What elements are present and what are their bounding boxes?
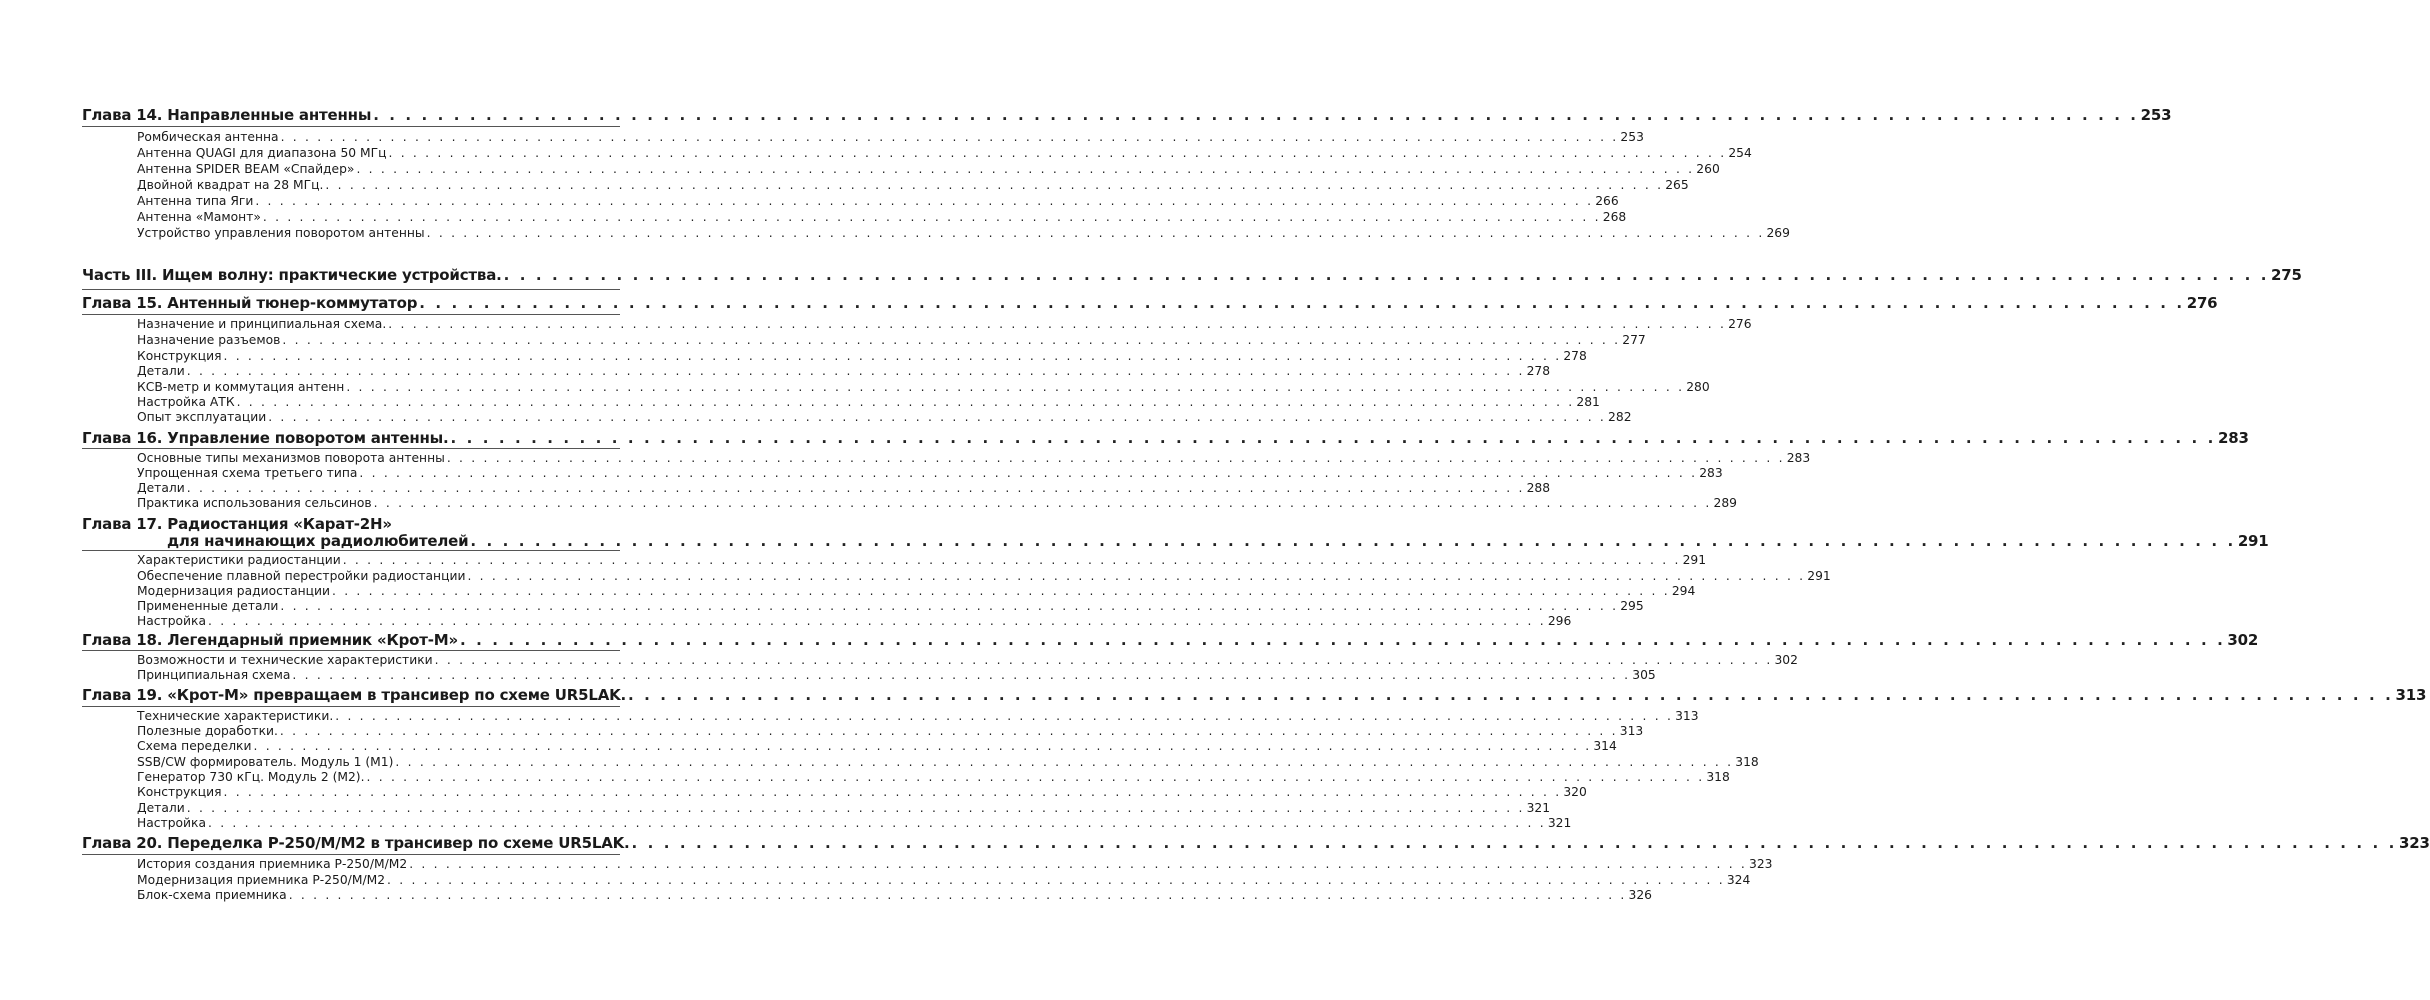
toc-entry (137, 888, 1653, 902)
toc-entry (137, 451, 1811, 465)
chapter-14-heading (82, 106, 2172, 124)
page-number: 278 (1526, 364, 1551, 378)
dot-leader (206, 816, 1548, 830)
chapter-title: Глава 15. Антенный тюнер-коммутатор (82, 294, 418, 312)
chapter-title: Глава 16. Управление поворотом антенны. (82, 429, 449, 447)
divider (82, 650, 620, 651)
entry-title: Конструкция (137, 349, 222, 363)
divider (82, 448, 620, 449)
toc-entry (137, 349, 1587, 363)
entry-title: История создания приемника Р-250/М/М2 (137, 857, 408, 871)
entry-title: Антенна типа Яги (137, 194, 254, 208)
page-number: 265 (1665, 178, 1689, 192)
page-number: 289 (1713, 496, 1737, 510)
entry-title: Блок-схема приемника (137, 888, 287, 902)
dot-leader (290, 668, 1632, 682)
toc-entry (137, 466, 1723, 480)
page-number: 288 (1526, 481, 1551, 495)
toc-entry (137, 162, 1720, 176)
entry-title: Антенна QUAGI для диапазона 50 МГц (137, 146, 387, 160)
toc-entry (137, 146, 1752, 160)
dot-leader (626, 686, 2395, 704)
page-number: 291 (1682, 553, 1707, 567)
dot-leader (330, 584, 1672, 598)
entry-title: Конструкция (137, 785, 222, 799)
toc-entry (137, 569, 1831, 583)
entry-title: КСВ-метр и коммутация антенн (137, 380, 345, 394)
toc-entry (137, 724, 1644, 738)
dot-leader (365, 770, 1707, 784)
page-number: 283 (1786, 451, 1811, 465)
page-number: 277 (1622, 333, 1646, 347)
divider (82, 706, 620, 707)
entry-title: Ромбическая антенна (137, 130, 279, 144)
entry-title: Генератор 730 кГц. Модуль 2 (М2). (137, 770, 365, 784)
divider (82, 289, 620, 290)
page-number: 283 (2217, 429, 2249, 447)
toc-entry (137, 668, 1656, 682)
page-number: 313 (2395, 686, 2427, 704)
toc-entry (137, 857, 1773, 871)
toc-entry (137, 364, 1551, 378)
divider (82, 854, 620, 855)
dot-leader (344, 380, 1686, 394)
dot-leader (449, 429, 2218, 447)
page-number: 302 (1774, 653, 1798, 667)
chapter-title-cont: для начинающих радиолюбителей (167, 532, 469, 550)
dot-leader (222, 349, 1564, 363)
dot-leader (387, 146, 1729, 160)
divider (82, 126, 620, 127)
toc-entry (137, 130, 1644, 144)
divider (82, 550, 620, 551)
dot-leader (253, 194, 1595, 208)
entry-title: Характеристики радиостанции (137, 553, 341, 567)
chapter-17-heading-cont (167, 532, 2269, 550)
toc-entry (137, 614, 1572, 628)
chapter-title: Глава 18. Легендарный приемник «Крот-М» (82, 631, 458, 649)
entry-title: Практика использования сельсинов (137, 496, 372, 510)
toc-entry (137, 653, 1798, 667)
page-number: 323 (1749, 857, 1773, 871)
dot-leader (185, 801, 1527, 815)
divider (82, 314, 620, 315)
dot-leader (433, 653, 1775, 667)
page-number: 280 (1686, 380, 1710, 394)
toc-entry (137, 380, 1710, 394)
page-number: 253 (1620, 130, 1644, 144)
entry-title: Примененные детали (137, 599, 279, 613)
entry-title: Настройка АТК (137, 395, 235, 409)
page-number: 321 (1526, 801, 1551, 815)
entry-title: Опыт эксплуатации (137, 410, 267, 424)
page-number: 313 (1619, 724, 1644, 738)
chapter-title: Глава 14. Направленные антенны (82, 106, 372, 124)
entry-title: Основные типы механизмов поворота антенны (137, 451, 445, 465)
dot-leader (372, 496, 1714, 510)
dot-leader (371, 106, 2140, 124)
toc-entry (137, 801, 1551, 815)
entry-title: Детали (137, 481, 185, 495)
page-number: 253 (2140, 106, 2172, 124)
chapter-title: Глава 19. «Крот-М» превращаем в трансивер по схеме UR5LAK. (82, 686, 627, 704)
dot-leader (341, 553, 1683, 567)
entry-title: Антенна SPIDER BEAM «Спайдер» (137, 162, 355, 176)
page-number: 318 (1706, 770, 1730, 784)
toc-entry (137, 739, 1617, 753)
chapter-15-heading (82, 294, 2218, 312)
entry-title: Обеспечение плавной перестройки радиостанции (137, 569, 466, 583)
page-number: 281 (1576, 395, 1600, 409)
toc-entry (137, 496, 1737, 510)
page-number: 275 (2271, 266, 2302, 284)
toc-entry (137, 709, 1699, 723)
toc-entry (137, 785, 1587, 799)
chapter-20-heading (82, 834, 2430, 852)
entry-title: Устройство управления поворотом антенны (137, 226, 425, 240)
toc-entry (137, 317, 1752, 331)
page-number: 305 (1632, 668, 1656, 682)
toc-entry (137, 873, 1751, 887)
page-number: 295 (1620, 599, 1644, 613)
page-number: 323 (2398, 834, 2430, 852)
entry-title: Возможности и технические характеристики (137, 653, 433, 667)
chapter-16-heading (82, 429, 2249, 447)
dot-leader (502, 266, 2271, 284)
toc-entry (137, 226, 1790, 240)
page-number: 254 (1728, 146, 1752, 160)
page-number: 276 (1728, 317, 1752, 331)
chapter-18-heading (82, 631, 2259, 649)
entry-title: Назначение разъемов (137, 333, 281, 347)
page-number: 321 (1547, 816, 1572, 830)
toc-entry (137, 770, 1730, 784)
toc-entry (137, 333, 1646, 347)
dot-leader (266, 410, 1608, 424)
dot-leader (251, 739, 1593, 753)
entry-title: Модернизация радиостанции (137, 584, 330, 598)
entry-title: Схема переделки (137, 739, 252, 753)
page-number: 326 (1628, 888, 1653, 902)
page-number: 269 (1766, 226, 1790, 240)
dot-leader (235, 395, 1577, 409)
toc-entry (137, 755, 1759, 769)
dot-leader (445, 451, 1787, 465)
chapter-19-heading (82, 686, 2427, 704)
toc-entry (137, 481, 1551, 495)
toc-entry (137, 816, 1572, 830)
entry-title: Принципиальная схема (137, 668, 291, 682)
page-number: 278 (1563, 349, 1587, 363)
entry-title: Детали (137, 364, 185, 378)
dot-leader (465, 569, 1807, 583)
dot-leader (278, 599, 1620, 613)
dot-leader (185, 481, 1527, 495)
dot-leader (222, 785, 1564, 799)
entry-title: Детали (137, 801, 185, 815)
page-number: 291 (1807, 569, 1831, 583)
entry-title: Двойной квадрат на 28 МГц. (137, 178, 324, 192)
entry-title: Упрощенная схема третьего типа (137, 466, 358, 480)
page-number: 266 (1595, 194, 1619, 208)
page-number: 320 (1563, 785, 1587, 799)
dot-leader (407, 857, 1749, 871)
entry-title: Настройка (137, 816, 206, 830)
chapter-title: Глава 20. Переделка Р-250/М/М2 в трансивер по схеме UR5LAK. (82, 834, 630, 852)
dot-leader (354, 162, 1696, 176)
toc-entry (137, 178, 1689, 192)
entry-title: Антенна «Мамонт» (137, 210, 261, 224)
dot-leader (278, 724, 1620, 738)
toc-entry (137, 553, 1707, 567)
dot-leader (323, 178, 1665, 192)
dot-leader (287, 888, 1629, 902)
entry-title: Полезные доработки. (137, 724, 278, 738)
entry-title: Назначение и принципиальная схема. (137, 317, 387, 331)
dot-leader (417, 294, 2186, 312)
page-number: 296 (1547, 614, 1572, 628)
toc-entry (137, 410, 1632, 424)
page-number: 283 (1699, 466, 1723, 480)
dot-leader (386, 317, 1728, 331)
page-number: 268 (1602, 210, 1627, 224)
dot-leader (468, 532, 2237, 550)
toc-entry (137, 584, 1696, 598)
toc-entry (137, 395, 1600, 409)
dot-leader (630, 834, 2399, 852)
dot-leader (425, 226, 1767, 240)
toc-entry (137, 194, 1619, 208)
page-number: 282 (1608, 410, 1632, 424)
entry-title: Модернизация приемника Р-250/М/М2 (137, 873, 386, 887)
page-number: 302 (2227, 631, 2259, 649)
page-number: 260 (1696, 162, 1720, 176)
chapter-title: Глава 17. Радиостанция «Карат-2Н» (82, 515, 392, 533)
chapter-17-heading (82, 515, 620, 533)
dot-leader (357, 466, 1699, 480)
toc-entry (137, 210, 1627, 224)
dot-leader (279, 130, 1621, 144)
entry-title: SSB/CW формирователь. Модуль 1 (М1) (137, 755, 394, 769)
dot-leader (206, 614, 1548, 628)
page-number: 291 (2237, 532, 2269, 550)
toc-entry (137, 599, 1644, 613)
dot-leader (385, 873, 1727, 887)
page-number: 318 (1735, 755, 1759, 769)
page-number: 314 (1593, 739, 1617, 753)
entry-title: Настройка (137, 614, 206, 628)
dot-leader (458, 631, 2227, 649)
dot-leader (333, 709, 1675, 723)
page-number: 294 (1671, 584, 1696, 598)
entry-title: Технические характеристики. (137, 709, 334, 723)
dot-leader (280, 333, 1622, 347)
dot-leader (393, 755, 1735, 769)
dot-leader (185, 364, 1527, 378)
dot-leader (261, 210, 1603, 224)
page-number: 276 (2186, 294, 2218, 312)
part-3-heading (82, 266, 2302, 284)
page-number: 313 (1675, 709, 1699, 723)
page-number: 324 (1726, 873, 1751, 887)
part-title: Часть III. Ищем волну: практические устройства. (82, 266, 502, 284)
